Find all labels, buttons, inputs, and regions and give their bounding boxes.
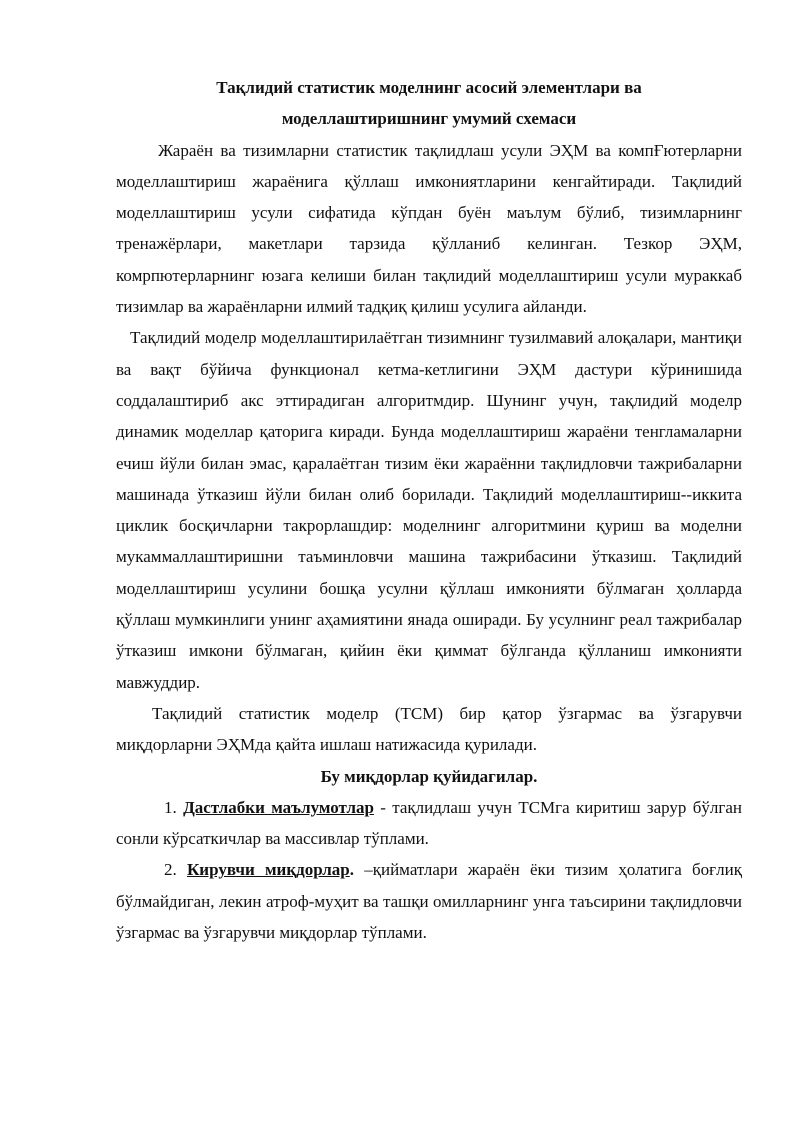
paragraph-3: Тақлидий статистик моделр (ТСМ) бир қатор ўзгармас ва ўзгарувчи миқдорларни ЭҲМда қайта ишлаш натижасида қурилади.: [116, 703, 742, 755]
list-subheading: Бу миқдорлар қуйидагилар.: [320, 766, 538, 786]
title-line-2: моделлаштиришнинг умумий схемаси: [281, 109, 577, 129]
document-body: [116, 72, 742, 948]
list-item-1: [116, 792, 742, 855]
list-item-1-text: - тақлидлаш учун ТСМга киритиш зарур бўлган сонли кўрсаткичлар ва массивлар тўплами.: [116, 797, 742, 849]
list-item-2-number: 2.: [164, 860, 177, 880]
paragraph-2: Тақлидий моделр моделлаштирилаётган тизимнинг тузилмавий алоқалари, мантиқи ва вақт бўйича функционал кетма-кетлигини ЭҲМ дастури кўринишида соддалаштириб акс эттирадиган алгоритмдир. Шунинг учун, тақлидий моделр динамик моделлар қаторига киради. Бунда моделлаштириш жараёни тенгламаларни ечиш йўли билан эмас, қаралаётган тизим ёки жараённи тақлидловчи тажрибаларни машинада ўтказиш йўли билан олиб борилади. Тақлидий моделлаштириш--иккита циклик босқичларни такрорлашдир: моделнинг алгоритмини қуриш ва моделни мукаммаллаштиришни таъминловчи машина тажрибасини ўтказиш. Тақлидий моделлаштириш усулини бошқа усулни қўллаш имконияти бўлмаган ҳолларда қўллаш мумкинлиги унинг аҳамиятини янада оширади. Бу усулнинг реал тажрибалар ўтказиш имкони бўлмаган, қийин ёки қиммат бўлганда қўлланиш имконияти мавжуддир.: [116, 328, 742, 692]
document-title: [116, 72, 742, 135]
title-line-1: Тақлидий статистик моделнинг асосий элементлари ва: [216, 78, 642, 97]
list-item-1-number: 1.: [164, 797, 177, 817]
list-item-2-term: Кирувчи миқдорлар: [186, 860, 350, 880]
paragraph-1: Жараён ва тизимларни статистик тақлидлаш усули ЭҲМ ва компҒютерларни моделлаштириш жараёнига қўллаш имкониятларини кенгайтиради. Тақлидий моделлаштириш усули сифатида кўпдан буён маълум бўлиб, тизимларнинг тренажёрлари, макетлари тарзида қўлланиб келинган. Тезкор ЭҲМ, комрпютерларнинг юзага келиши билан тақлидий моделлаштириш усули мураккаб тизимлар ва жараёнларни илмий тадқиқ қилиш усулига айланди.: [116, 140, 742, 317]
list-item-2-text: –қийматлари жараён ёки тизим ҳолатига боғлиқ бўлмайдиган, лекин атроф-муҳит ва ташқи омилларнинг унга таъсирини тақлидловчи ўзгармас ва ўзгарувчи миқдорлар тўплами.: [116, 860, 742, 943]
list-item-1-term: Дастлабки маълумотлар: [183, 797, 374, 817]
list-item-2: [116, 854, 742, 948]
list-item-2-dot: .: [349, 860, 354, 880]
